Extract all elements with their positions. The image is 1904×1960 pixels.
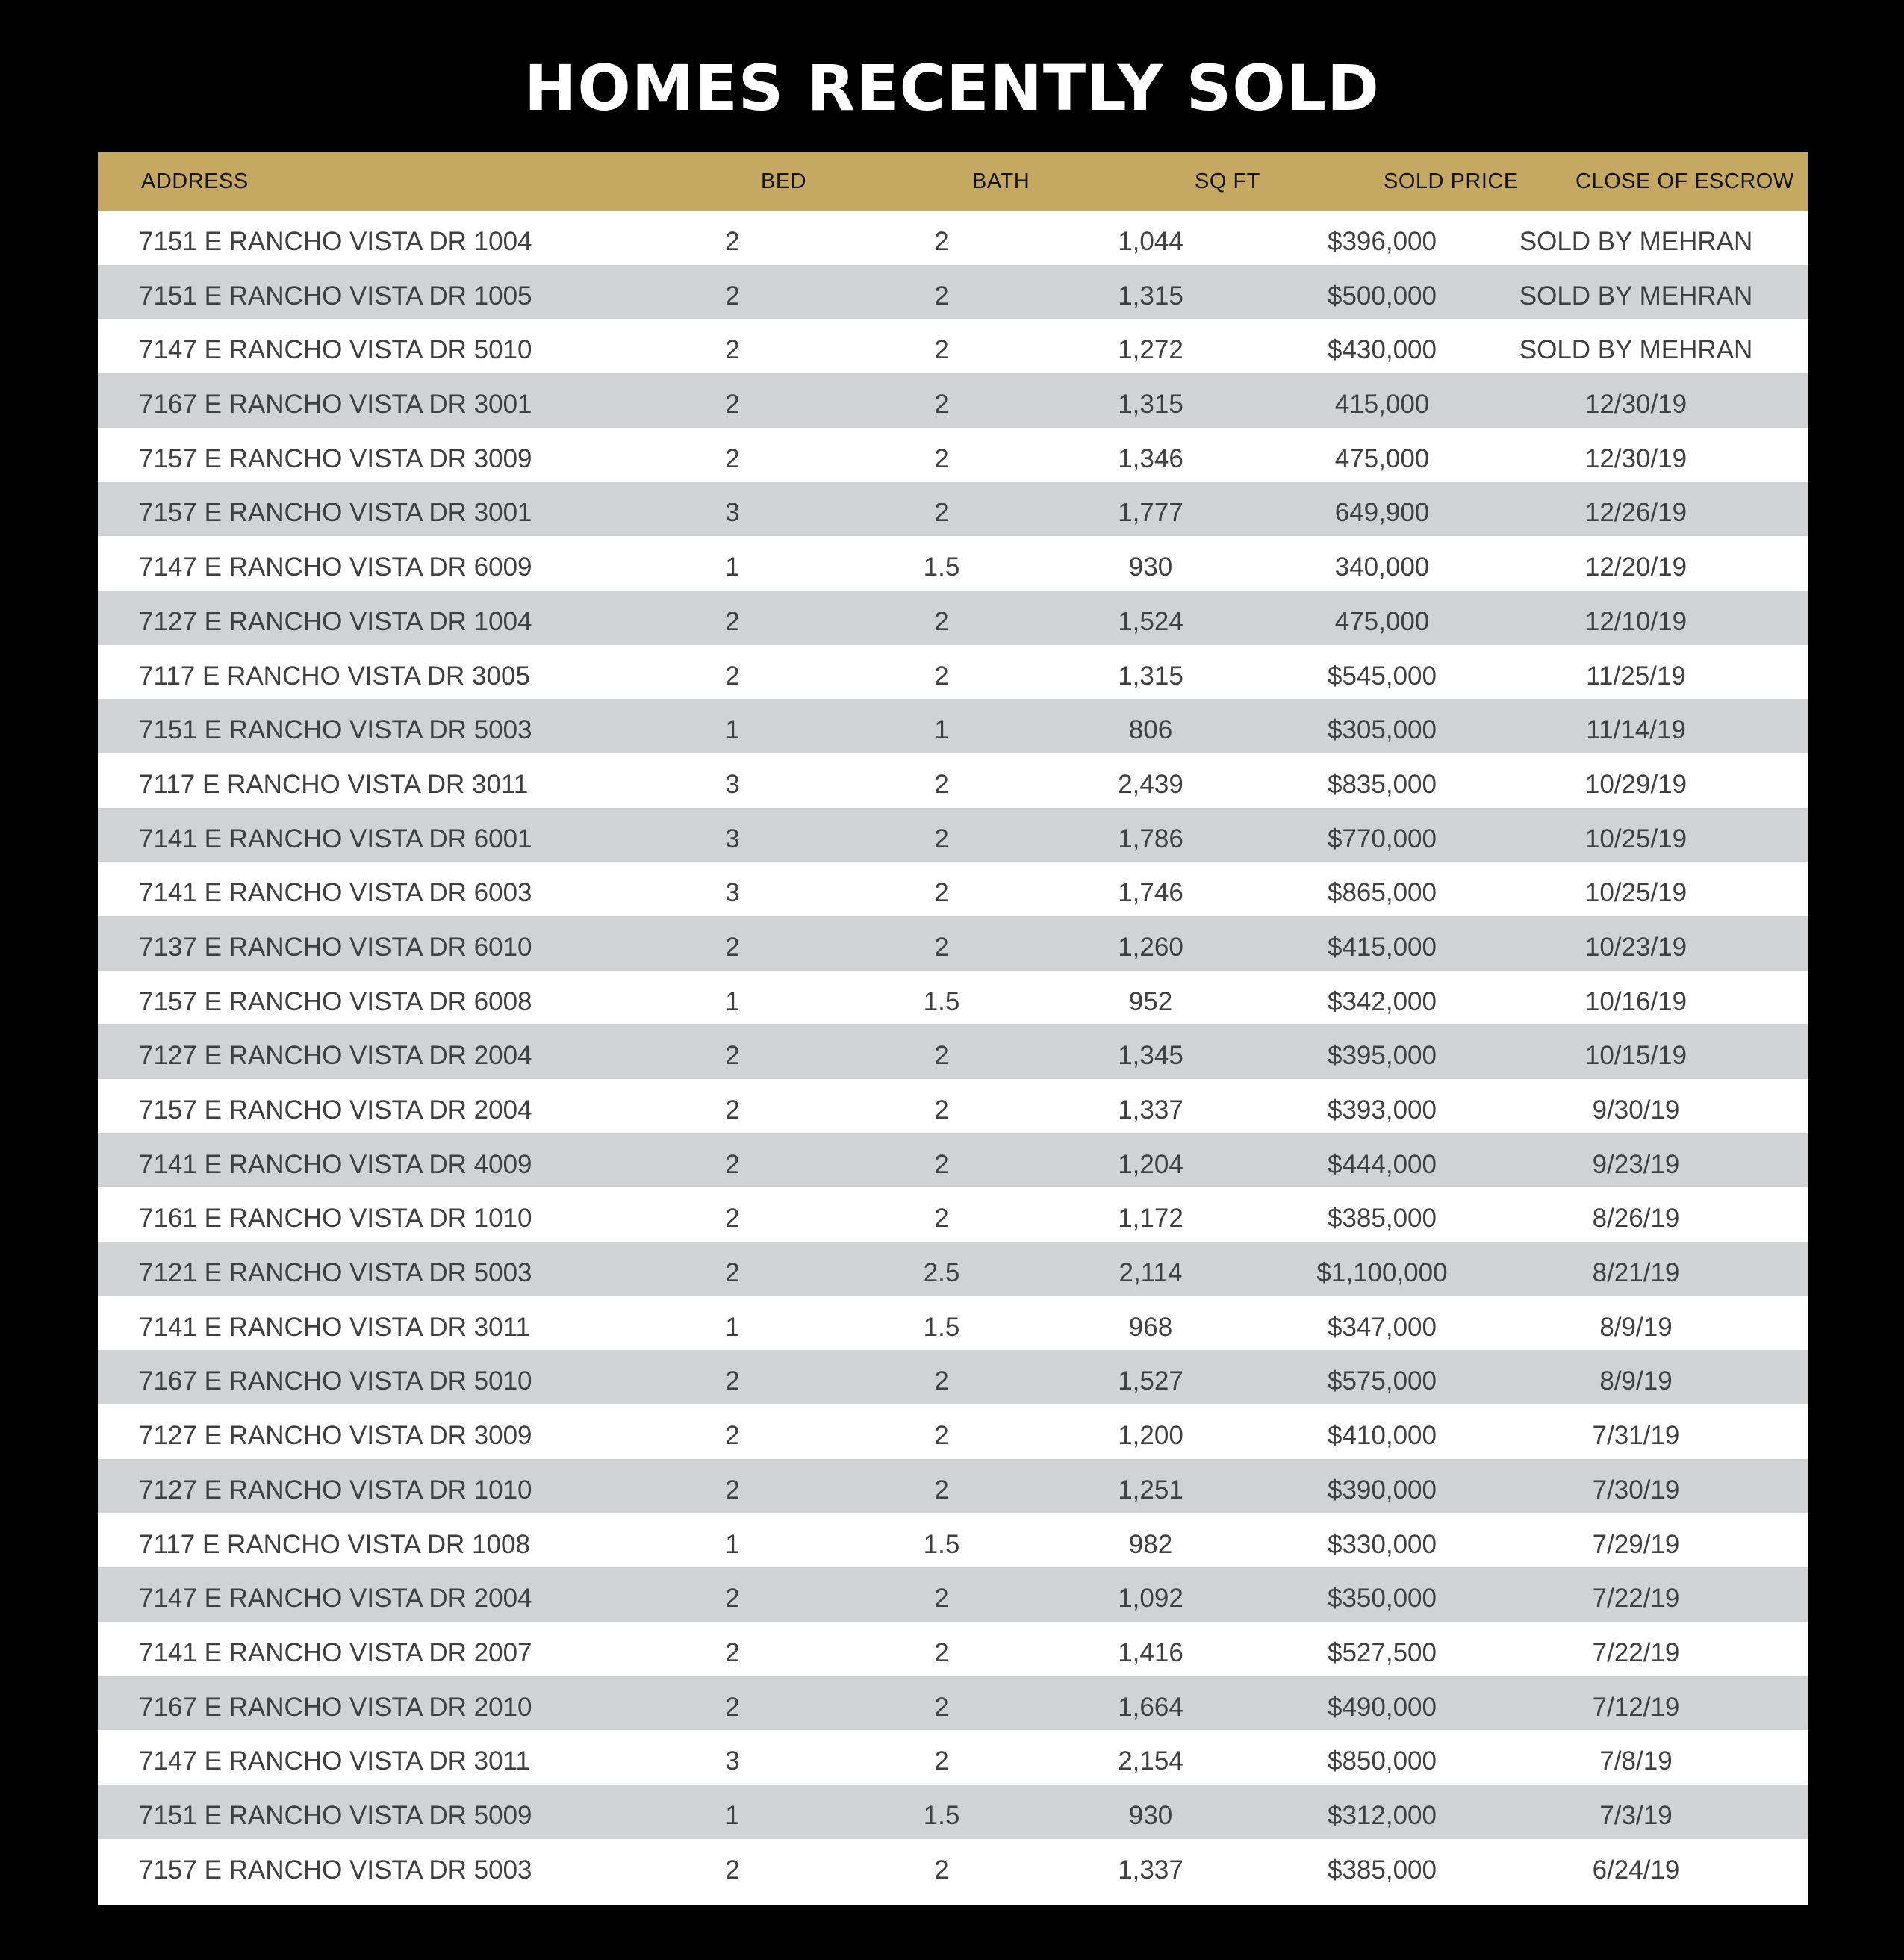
close-of-escrow-cell: 8/26/19 xyxy=(1592,1204,1680,1233)
bath-cell: 2 xyxy=(934,444,949,473)
bed-cell: 2 xyxy=(725,390,740,420)
bed-cell: 3 xyxy=(725,498,740,528)
sqft-cell: 968 xyxy=(1128,1312,1173,1342)
table-row xyxy=(98,1242,1808,1296)
close-of-escrow-cell: SOLD BY MEHRAN xyxy=(1519,281,1753,311)
table-row xyxy=(98,1513,1808,1568)
address-cell: 7117 E RANCHO VISTA DR 3005 xyxy=(139,661,530,691)
close-of-escrow-cell: 11/25/19 xyxy=(1586,661,1686,691)
address-cell: 7151 E RANCHO VISTA DR 1004 xyxy=(139,227,532,256)
sold-price-cell: $385,000 xyxy=(1328,1204,1437,1233)
table-row xyxy=(98,428,1808,482)
sold-price-cell: 475,000 xyxy=(1334,606,1430,636)
bath-cell: 2 xyxy=(934,1637,949,1667)
sold-price-cell: $490,000 xyxy=(1328,1692,1437,1722)
sold-price-cell: $500,000 xyxy=(1328,281,1437,311)
sqft-cell: 1,337 xyxy=(1118,1095,1183,1124)
bed-cell: 1 xyxy=(725,715,740,745)
sqft-cell: 1,315 xyxy=(1118,390,1183,420)
sqft-cell: 1,527 xyxy=(1118,1366,1183,1396)
sqft-cell: 1,272 xyxy=(1118,335,1183,365)
bath-cell: 2 xyxy=(934,1584,949,1614)
sqft-cell: 1,172 xyxy=(1118,1204,1183,1233)
bath-cell: 2 xyxy=(934,1366,949,1396)
sqft-cell: 1,315 xyxy=(1118,281,1183,311)
bed-cell: 1 xyxy=(725,986,740,1016)
bed-cell: 2 xyxy=(725,661,740,691)
bed-cell: 3 xyxy=(725,824,740,853)
column-header-sold-price: SOLD PRICE xyxy=(1384,169,1519,193)
table-row xyxy=(98,319,1808,373)
bath-cell: 1 xyxy=(934,715,949,745)
sold-price-cell: 415,000 xyxy=(1334,390,1430,420)
sold-price-cell: $545,000 xyxy=(1328,661,1437,691)
bed-cell: 2 xyxy=(725,606,740,636)
sqft-cell: 1,337 xyxy=(1118,1855,1183,1885)
bed-cell: 2 xyxy=(725,1637,740,1667)
sold-price-cell: 649,900 xyxy=(1334,498,1430,528)
sold-price-cell: $330,000 xyxy=(1328,1529,1437,1559)
address-cell: 7151 E RANCHO VISTA DR 5009 xyxy=(139,1800,532,1830)
bed-cell: 2 xyxy=(725,1366,740,1396)
address-cell: 7157 E RANCHO VISTA DR 6008 xyxy=(139,986,532,1016)
table-row xyxy=(98,1730,1808,1785)
bed-cell: 3 xyxy=(725,1746,740,1776)
close-of-escrow-cell: 7/8/19 xyxy=(1599,1746,1673,1776)
sqft-cell: 1,200 xyxy=(1118,1421,1183,1451)
table-row xyxy=(98,1350,1808,1404)
close-of-escrow-cell: SOLD BY MEHRAN xyxy=(1519,335,1753,365)
sqft-cell: 1,746 xyxy=(1118,878,1183,908)
address-cell: 7117 E RANCHO VISTA DR 1008 xyxy=(139,1529,530,1559)
address-cell: 7147 E RANCHO VISTA DR 5010 xyxy=(139,335,532,365)
sqft-cell: 1,346 xyxy=(1118,444,1183,473)
close-of-escrow-cell: 7/12/19 xyxy=(1592,1692,1680,1722)
bath-cell: 1.5 xyxy=(923,1800,960,1830)
address-cell: 7141 E RANCHO VISTA DR 3011 xyxy=(139,1312,530,1342)
table-row xyxy=(98,211,1808,265)
bed-cell: 1 xyxy=(725,1800,740,1830)
sold-price-cell: 475,000 xyxy=(1334,444,1430,473)
sold-price-cell: $342,000 xyxy=(1328,986,1437,1016)
sold-price-cell: $850,000 xyxy=(1328,1746,1437,1776)
close-of-escrow-cell: 8/9/19 xyxy=(1599,1366,1673,1396)
table-row xyxy=(98,645,1808,700)
table-row xyxy=(98,1622,1808,1676)
table-row xyxy=(98,482,1808,536)
sqft-cell: 1,777 xyxy=(1118,498,1183,528)
bath-cell: 2 xyxy=(934,769,949,799)
close-of-escrow-cell: SOLD BY MEHRAN xyxy=(1519,227,1753,256)
sold-price-cell: $350,000 xyxy=(1328,1584,1437,1614)
bath-cell: 2 xyxy=(934,498,949,528)
sold-price-cell: $385,000 xyxy=(1328,1855,1437,1885)
bed-cell: 3 xyxy=(725,769,740,799)
table-row xyxy=(98,1024,1808,1079)
sold-price-cell: $395,000 xyxy=(1328,1041,1437,1071)
sqft-cell: 1,416 xyxy=(1118,1637,1183,1667)
close-of-escrow-cell: 8/21/19 xyxy=(1592,1258,1680,1288)
sqft-cell: 952 xyxy=(1128,986,1173,1016)
address-cell: 7141 E RANCHO VISTA DR 6001 xyxy=(139,824,532,853)
sqft-cell: 982 xyxy=(1128,1529,1173,1559)
address-cell: 7141 E RANCHO VISTA DR 6003 xyxy=(139,878,532,908)
sqft-cell: 1,260 xyxy=(1118,932,1183,962)
close-of-escrow-cell: 10/16/19 xyxy=(1584,986,1687,1016)
bath-cell: 2 xyxy=(934,606,949,636)
bath-cell: 1.5 xyxy=(923,986,960,1016)
table-row xyxy=(98,862,1808,916)
bed-cell: 2 xyxy=(725,1095,740,1124)
sold-price-cell: $430,000 xyxy=(1328,335,1437,365)
close-of-escrow-cell: 12/20/19 xyxy=(1584,553,1687,582)
address-cell: 7137 E RANCHO VISTA DR 6010 xyxy=(139,932,532,962)
bath-cell: 2 xyxy=(934,661,949,691)
close-of-escrow-cell: 12/26/19 xyxy=(1584,498,1687,528)
address-cell: 7147 E RANCHO VISTA DR 6009 xyxy=(139,553,532,582)
close-of-escrow-cell: 7/31/19 xyxy=(1592,1421,1680,1451)
address-cell: 7147 E RANCHO VISTA DR 3011 xyxy=(139,1746,530,1776)
bed-cell: 2 xyxy=(725,227,740,256)
sold-price-cell: $770,000 xyxy=(1328,824,1437,853)
sold-homes-table xyxy=(98,152,1808,1905)
table-header xyxy=(98,152,1808,211)
sqft-cell: 1,251 xyxy=(1118,1475,1183,1505)
address-cell: 7157 E RANCHO VISTA DR 3009 xyxy=(139,444,532,473)
address-cell: 7157 E RANCHO VISTA DR 2004 xyxy=(139,1095,532,1124)
bath-cell: 2 xyxy=(934,1041,949,1071)
table-row xyxy=(98,1404,1808,1459)
address-cell: 7141 E RANCHO VISTA DR 4009 xyxy=(139,1149,532,1179)
close-of-escrow-cell: 10/23/19 xyxy=(1584,932,1687,962)
address-cell: 7167 E RANCHO VISTA DR 3001 xyxy=(139,390,532,420)
close-of-escrow-cell: 10/15/19 xyxy=(1584,1041,1687,1071)
table-row xyxy=(98,1296,1808,1351)
address-cell: 7127 E RANCHO VISTA DR 1010 xyxy=(139,1475,532,1505)
bath-cell: 2 xyxy=(934,1149,949,1179)
sqft-cell: 930 xyxy=(1128,553,1173,582)
close-of-escrow-cell: 12/30/19 xyxy=(1584,390,1687,420)
column-header-close-of-escrow: CLOSE OF ESCROW xyxy=(1575,169,1794,193)
close-of-escrow-cell: 10/25/19 xyxy=(1584,878,1687,908)
sold-price-cell: 340,000 xyxy=(1334,553,1430,582)
bath-cell: 2 xyxy=(934,227,949,256)
sold-price-cell: $865,000 xyxy=(1328,878,1437,908)
close-of-escrow-cell: 12/30/19 xyxy=(1584,444,1687,473)
address-cell: 7141 E RANCHO VISTA DR 2007 xyxy=(139,1637,532,1667)
column-header-bed: BED xyxy=(761,169,807,193)
sqft-cell: 806 xyxy=(1128,715,1173,745)
table-row xyxy=(98,808,1808,862)
table-row xyxy=(98,1567,1808,1622)
close-of-escrow-cell: 7/29/19 xyxy=(1592,1529,1680,1559)
table-row xyxy=(98,536,1808,591)
close-of-escrow-cell: 6/24/19 xyxy=(1592,1855,1680,1885)
bed-cell: 2 xyxy=(725,932,740,962)
table-row xyxy=(98,1459,1808,1513)
bath-cell: 2 xyxy=(934,878,949,908)
address-cell: 7157 E RANCHO VISTA DR 3001 xyxy=(139,498,532,528)
column-header-sqft: SQ FT xyxy=(1195,169,1260,193)
bath-cell: 1.5 xyxy=(923,1529,960,1559)
table-row xyxy=(98,1785,1808,1839)
table-row xyxy=(98,1187,1808,1242)
bed-cell: 2 xyxy=(725,444,740,473)
bed-cell: 2 xyxy=(725,1258,740,1288)
sold-price-cell: $575,000 xyxy=(1328,1366,1437,1396)
address-cell: 7147 E RANCHO VISTA DR 2004 xyxy=(139,1584,532,1614)
sqft-cell: 1,092 xyxy=(1118,1584,1183,1614)
table-row xyxy=(98,1839,1808,1894)
bed-cell: 2 xyxy=(725,1041,740,1071)
close-of-escrow-cell: 10/29/19 xyxy=(1584,769,1687,799)
page-title: HOMES RECENTLY SOLD xyxy=(524,52,1380,125)
bath-cell: 2 xyxy=(934,824,949,853)
address-cell: 7161 E RANCHO VISTA DR 1010 xyxy=(139,1204,532,1233)
sold-price-cell: $347,000 xyxy=(1328,1312,1437,1342)
bath-cell: 2 xyxy=(934,1421,949,1451)
address-cell: 7127 E RANCHO VISTA DR 3009 xyxy=(139,1421,532,1451)
sqft-cell: 1,044 xyxy=(1118,227,1183,256)
address-cell: 7117 E RANCHO VISTA DR 3011 xyxy=(139,769,529,799)
bed-cell: 2 xyxy=(725,1855,740,1885)
address-cell: 7127 E RANCHO VISTA DR 2004 xyxy=(139,1041,532,1071)
sqft-cell: 1,204 xyxy=(1118,1149,1183,1179)
address-cell: 7151 E RANCHO VISTA DR 1005 xyxy=(139,281,532,311)
sold-price-cell: $444,000 xyxy=(1328,1149,1437,1179)
column-header-bath: BATH xyxy=(972,169,1030,193)
bed-cell: 2 xyxy=(725,1149,740,1179)
sold-price-cell: $835,000 xyxy=(1328,769,1437,799)
address-cell: 7151 E RANCHO VISTA DR 5003 xyxy=(139,715,532,745)
address-cell: 7121 E RANCHO VISTA DR 5003 xyxy=(139,1258,532,1288)
bed-cell: 2 xyxy=(725,1421,740,1451)
bath-cell: 1.5 xyxy=(923,553,960,582)
sold-price-cell: $1,100,000 xyxy=(1316,1258,1448,1288)
sqft-cell: 2,114 xyxy=(1119,1258,1183,1288)
bed-cell: 2 xyxy=(725,1584,740,1614)
table-row xyxy=(98,916,1808,971)
sqft-cell: 2,439 xyxy=(1118,769,1183,799)
bath-cell: 2 xyxy=(934,390,949,420)
table-row xyxy=(98,373,1808,428)
sold-price-cell: $390,000 xyxy=(1328,1475,1437,1505)
close-of-escrow-cell: 9/30/19 xyxy=(1592,1095,1680,1124)
table-body xyxy=(98,211,1808,1893)
table-row xyxy=(98,591,1808,645)
bath-cell: 2 xyxy=(934,932,949,962)
sqft-cell: 1,786 xyxy=(1118,824,1183,853)
sqft-cell: 1,315 xyxy=(1118,661,1183,691)
bath-cell: 2 xyxy=(934,335,949,365)
close-of-escrow-cell: 7/3/19 xyxy=(1599,1800,1673,1830)
bed-cell: 2 xyxy=(725,1475,740,1505)
close-of-escrow-cell: 11/14/19 xyxy=(1586,715,1686,745)
close-of-escrow-cell: 7/22/19 xyxy=(1592,1637,1680,1667)
sqft-cell: 2,154 xyxy=(1118,1746,1183,1776)
sold-price-cell: $415,000 xyxy=(1328,932,1437,962)
bath-cell: 1.5 xyxy=(923,1312,960,1342)
bath-cell: 2 xyxy=(934,281,949,311)
sold-price-cell: $396,000 xyxy=(1328,227,1437,256)
sold-price-cell: $410,000 xyxy=(1328,1421,1437,1451)
table-row xyxy=(98,753,1808,808)
bath-cell: 2 xyxy=(934,1204,949,1233)
table-row xyxy=(98,265,1808,320)
bath-cell: 2 xyxy=(934,1692,949,1722)
address-cell: 7157 E RANCHO VISTA DR 5003 xyxy=(139,1855,532,1885)
address-cell: 7127 E RANCHO VISTA DR 1004 xyxy=(139,606,532,636)
table-row xyxy=(98,971,1808,1025)
bed-cell: 1 xyxy=(725,553,740,582)
bath-cell: 2 xyxy=(934,1746,949,1776)
address-cell: 7167 E RANCHO VISTA DR 5010 xyxy=(139,1366,532,1396)
close-of-escrow-cell: 8/9/19 xyxy=(1599,1312,1673,1342)
bath-cell: 2.5 xyxy=(923,1258,960,1288)
bed-cell: 2 xyxy=(725,1204,740,1233)
sqft-cell: 1,345 xyxy=(1118,1041,1183,1071)
bed-cell: 2 xyxy=(725,1692,740,1722)
sold-price-cell: $305,000 xyxy=(1328,715,1437,745)
sqft-cell: 930 xyxy=(1128,1800,1173,1830)
sqft-cell: 1,664 xyxy=(1118,1692,1183,1722)
bed-cell: 1 xyxy=(725,1312,740,1342)
sold-price-cell: $527,500 xyxy=(1328,1637,1437,1667)
close-of-escrow-cell: 7/22/19 xyxy=(1592,1584,1680,1614)
table-row xyxy=(98,1079,1808,1133)
sold-price-cell: $393,000 xyxy=(1328,1095,1437,1124)
sqft-cell: 1,524 xyxy=(1118,606,1183,636)
bed-cell: 2 xyxy=(725,281,740,311)
bed-cell: 2 xyxy=(725,335,740,365)
close-of-escrow-cell: 7/30/19 xyxy=(1592,1475,1680,1505)
close-of-escrow-cell: 12/10/19 xyxy=(1584,606,1687,636)
bath-cell: 2 xyxy=(934,1855,949,1885)
close-of-escrow-cell: 10/25/19 xyxy=(1584,824,1687,853)
close-of-escrow-cell: 9/23/19 xyxy=(1592,1149,1680,1179)
bed-cell: 3 xyxy=(725,878,740,908)
bath-cell: 2 xyxy=(934,1475,949,1505)
sold-price-cell: $312,000 xyxy=(1328,1800,1437,1830)
address-cell: 7167 E RANCHO VISTA DR 2010 xyxy=(139,1692,532,1722)
table-row xyxy=(98,1133,1808,1188)
bath-cell: 2 xyxy=(934,1095,949,1124)
bed-cell: 1 xyxy=(725,1529,740,1559)
table-row xyxy=(98,1676,1808,1731)
table-row xyxy=(98,699,1808,753)
column-header-address: ADDRESS xyxy=(141,169,249,193)
